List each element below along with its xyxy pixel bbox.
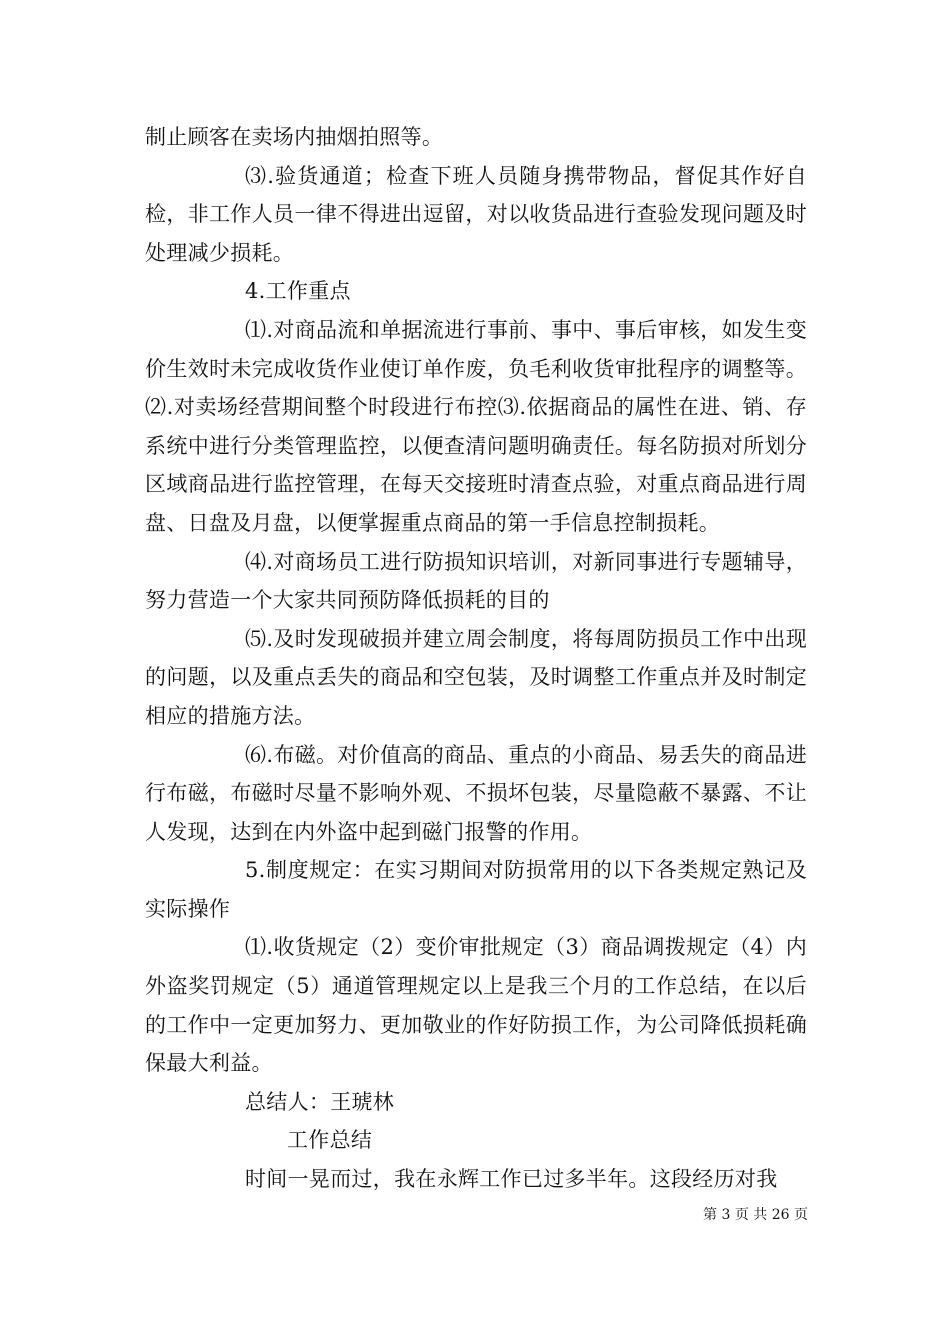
next-section-title: 工作总结 xyxy=(287,1128,373,1153)
paragraph-focus-1-3: ⑴.对商品流和单据流进行事前、事中、事后审核，如发生变价生效时未完成收货作业使订单作废，负毛利收货审批程序的调整等。⑵.对卖场经营期间整个时段进行布控⑶.依据商品的属性在进、销、存系统中进行分类管理监控，以便查清问题明确责任。每名防损对所划分区域商品进行监控管理，在每天交接班时清查点验，对重点商品进行周盘、日盘及月盘，以便掌握重点商品的第一手信息控制损耗。 xyxy=(145,317,807,535)
section-heading-work-focus: 4.工作重点 xyxy=(245,279,351,304)
author-signature: 总结人：王琥林 xyxy=(245,1089,395,1114)
paragraph-focus-5: ⑸.及时发现破损并建立周会制度，将每周防损员工作中出现的问题，以及重点丢失的商品和空包装，及时调整工作重点并及时制定相应的措施方法。 xyxy=(145,626,807,728)
document-body xyxy=(145,118,807,1199)
paragraph-regulations-list: ⑴.收货规定（2）变价审批规定（3）商品调拨规定（4）内外盗奖罚规定（5）通道管理规定以上是我三个月的工作总结，在以后的工作中一定更加努力、更加敬业的作好防损工作，为公司降低损耗确保最大利益。 xyxy=(145,935,807,1076)
paragraph-focus-6: ⑹.布磁。对价值高的商品、重点的小商品、易丢失的商品进行布磁，布磁时尽量不影响外观、不损坏包装，尽量隐蔽不暴露、不让人发现，达到在内外盗中起到磁门报警的作用。 xyxy=(145,742,807,844)
paragraph-continuation: 制止顾客在卖场内抽烟拍照等。 xyxy=(145,125,444,149)
paragraph-inspection-channel: ⑶.验货通道；检查下班人员随身携带物品，督促其作好自检，非工作人员一律不得进出逗留，对以收货品进行查验发现问题及时处理减少损耗。 xyxy=(145,163,807,265)
paragraph-focus-4: ⑷.对商场员工进行防损知识培训，对新同事进行专题辅导，努力营造一个大家共同预防降低损耗的目的 xyxy=(145,549,807,613)
page-number-footer: 第 3 页 共 26 页 xyxy=(703,1207,808,1223)
section-heading-regulations: 5.制度规定：在实习期间对防损常用的以下各类规定熟记及实际操作 xyxy=(145,858,807,921)
paragraph-next-intro: 时间一晃而过，我在永辉工作已过多半年。这段经历对我 xyxy=(245,1167,778,1192)
